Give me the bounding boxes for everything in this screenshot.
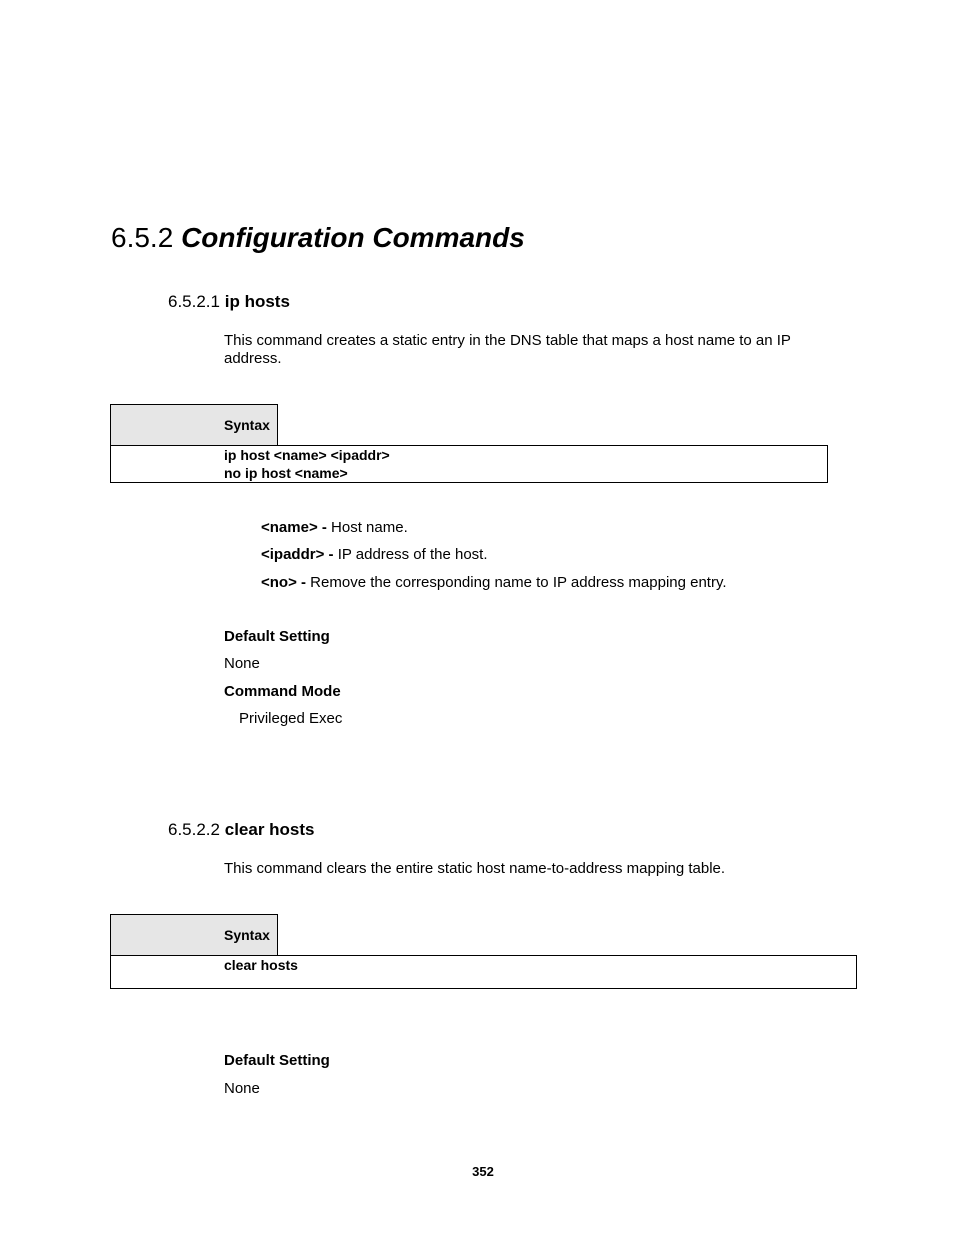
syntax-header-ip-hosts (110, 404, 278, 446)
syntax-label: Syntax (224, 927, 270, 943)
clear-hosts-description: This command clears the entire static host name-to-address mapping table. (224, 860, 726, 877)
subsection-number: 6.5.2.1 (168, 292, 220, 311)
param-desc: Host name. (326, 519, 408, 536)
command-mode-label: Command Mode (224, 683, 341, 700)
subsection-number: 6.5.2.2 (168, 820, 220, 839)
subsection-heading-ip-hosts (168, 292, 290, 312)
syntax-line: clear hosts (224, 957, 298, 973)
subsection-title: ip hosts (224, 292, 290, 311)
param-desc: Remove the corresponding name to IP address mapping entry. (306, 574, 727, 591)
default-setting-value: None (224, 655, 260, 672)
page-number: 352 (472, 1164, 494, 1179)
syntax-box-clear-hosts (110, 955, 857, 989)
ip-hosts-description: This command creates a static entry in the DNS table that maps a host name to an IP address. (224, 332, 791, 367)
default-setting-label: Default Setting (224, 1052, 330, 1069)
param-desc: IP address of the host. (333, 546, 488, 563)
subsection-heading-clear-hosts (168, 820, 315, 840)
param-item (261, 574, 727, 592)
param-name: <no> - (261, 574, 307, 591)
param-item (261, 546, 488, 564)
subsection-title: clear hosts (224, 820, 315, 839)
section-title: Configuration Commands (181, 222, 525, 253)
param-name: <ipaddr> - (261, 546, 334, 563)
param-name: <name> - (261, 519, 327, 536)
syntax-line: ip host <name> <ipaddr> (224, 447, 390, 463)
default-setting-value: None (224, 1080, 260, 1097)
param-item (261, 519, 408, 537)
command-mode-value: Privileged Exec (239, 710, 343, 727)
section-number: 6.5.2 (111, 222, 174, 253)
syntax-header-clear-hosts (110, 914, 278, 956)
syntax-box-ip-hosts (110, 445, 828, 483)
syntax-line: no ip host <name> (224, 465, 348, 481)
section-heading (111, 221, 525, 255)
default-setting-label: Default Setting (224, 628, 330, 645)
syntax-label: Syntax (224, 417, 270, 433)
